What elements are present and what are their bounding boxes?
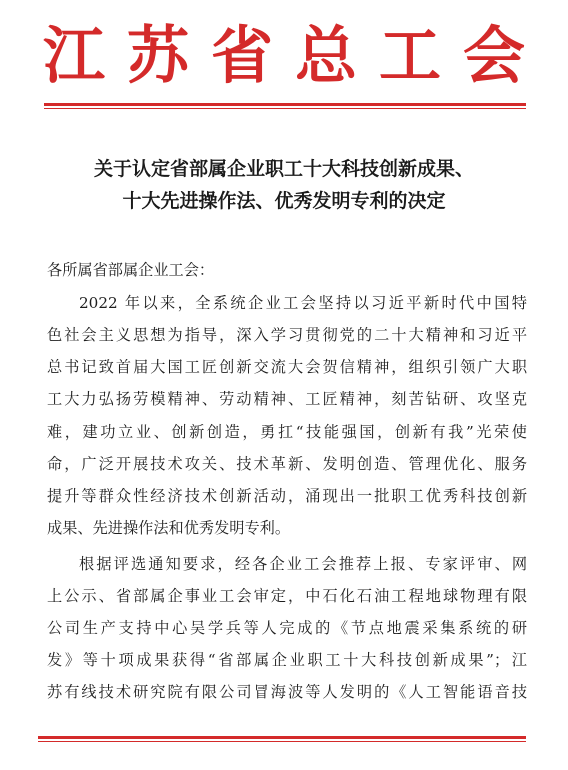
paragraph-2-line: 苏有线技术研究院有限公司冒海波等人发明的《人工智能语音技 <box>47 683 527 701</box>
masthead-org-name: 江苏省总工会 <box>42 19 547 92</box>
footer-red-divider <box>38 736 526 742</box>
paragraph-2-line: 上公示、省部属企事业工会审定，中石化石油工程地球物理有限 <box>47 587 527 605</box>
paragraph-2-line: 根据评选通知要求，经各企业工会推荐上报、专家评审、网 <box>79 555 527 573</box>
document-title-line-1: 关于认定省部属企业职工十大科技创新成果、 <box>93 158 474 180</box>
salutation: 各所属省部属企业工会： <box>47 261 215 279</box>
paragraph-1-line: 提升等群众性经济技术创新活动，涌现出一批职工优秀科技创新 <box>47 487 527 505</box>
paragraph-1-line: 成果、先进操作法和优秀发明专利。 <box>47 519 290 537</box>
paragraph-1-line: 难，建功立业、创新创造，勇扛“技能强国，创新有我”光荣使 <box>47 423 527 441</box>
masthead-red-divider <box>44 103 526 109</box>
paragraph-2-line: 发》等十项成果获得“省部属企业职工十大科技创新成果”；江 <box>47 651 527 669</box>
document-title-line-2: 十大先进操作法、优秀发明专利的决定 <box>122 190 446 212</box>
paragraph-1-line: 命，广泛开展技术攻关、技术革新、发明创造、管理优化、服务 <box>47 455 527 473</box>
paragraph-1-line: 总书记致首届大国工匠创新交流大会贺信精神，组织引领广大职 <box>47 358 527 376</box>
paragraph-1-line: 工大力弘扬劳模精神、劳动精神、工匠精神，刻苦钻研、攻坚克 <box>47 390 527 408</box>
paragraph-2-line: 公司生产支持中心吴学兵等人完成的《节点地震采集系统的研 <box>47 619 527 637</box>
paragraph-1-line: 色社会主义思想为指导，深入学习贯彻党的二十大精神和习近平 <box>47 326 527 344</box>
paragraph-1-line: 2022 年以来，全系统企业工会坚持以习近平新时代中国特 <box>79 294 527 312</box>
